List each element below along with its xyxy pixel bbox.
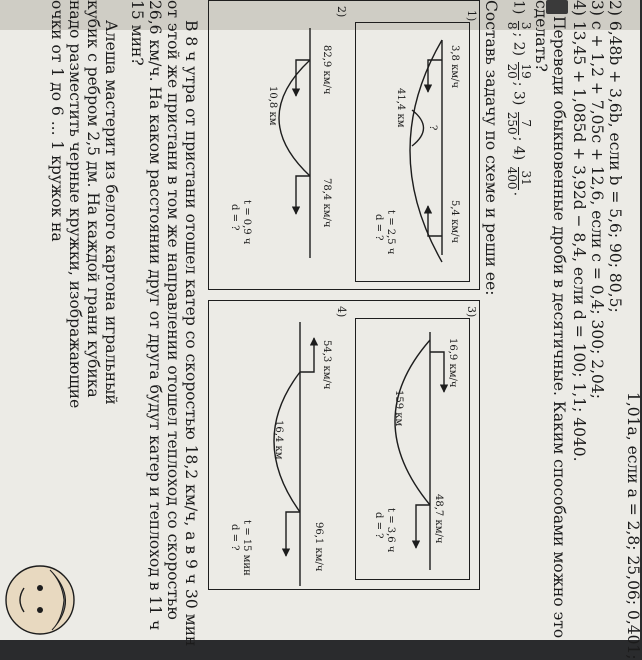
diagram-3-time: t = 3,6 ч (385, 508, 396, 553)
fraction-1-num: 3 (519, 21, 533, 30)
diagram-3-distance: 159 км (393, 390, 404, 427)
fraction-3-den: 250 (505, 111, 519, 135)
diagram-3-speed-a: 16,9 км/ч (447, 338, 458, 388)
boat-problem-line-1: В 8 ч утра от пристани отошел катер со скоростью 18,2 км/ч, а в 9 ч 30 мин (182, 20, 200, 647)
fraction-label-3: 3) (510, 90, 527, 106)
diagram-4-find: d = ? (229, 524, 240, 551)
boat-problem-line-4: 15 мин? (128, 0, 146, 66)
boat-problem-line-2: от этой же пристани в том же направлении отошел теплоход со скоростью (164, 0, 182, 620)
diagram-2-speed-a: 82,9 км/ч (321, 45, 332, 95)
diagram-2-distance: 10,8 км (267, 86, 278, 126)
convert-task-text-2: сделать? (532, 0, 550, 72)
diagram-1-speed-a: 3,8 км/ч (449, 45, 460, 89)
fraction-4-num: 31 (518, 167, 532, 190)
fraction-2-den: 20 (505, 63, 519, 79)
diagram-1-time: t = 2,5 ч (385, 210, 396, 255)
boat-problem-line-3: 26,6 км/ч. На каком расстоянии друг от друга будут катер и теплоход в 11 ч (146, 0, 164, 631)
expr-line-3: 3) c + 1,2 + 7,05c + 12,6, если c = 0,4; 300; 2,04; (588, 0, 606, 399)
fraction-label-1: 1) (510, 0, 527, 15)
diagram-2-time: t = 0,9 ч (241, 200, 252, 245)
fraction-label-2: 2) (510, 41, 527, 57)
diagram-3-speed-b: 48,7 км/ч (433, 494, 444, 544)
fractions-row: 1) 3 8 ; 2) 19 20 ; 3) 7 250 ; 4) 31 400 . (505, 0, 533, 197)
diagram-1-speed-b: 5,4 км/ч (449, 200, 460, 244)
expr-line-4: 4) 13,45 + 1,085d + 3,92d − 8,4, если d = 100; 1,1; 4040. (570, 0, 588, 462)
cube-problem-line-2: кубик с ребром 2,5 дм. На каждой грани кубика (84, 0, 102, 398)
diagram-4-label: 4) (335, 306, 348, 318)
cube-problem-line-3: надо разместить черные кружки, изображающие (66, 0, 84, 409)
convert-task-text: Переведи обыкновенные дроби в десятичные. Каким способами можно это (550, 16, 568, 639)
diagram-2-label: 2) (335, 6, 348, 18)
expr-line-2: 2) 6,48b + 3,6b, если b = 5,6; 90; 80,5; (606, 0, 624, 313)
diagram-2-speed-b: 78,4 км/ч (321, 178, 332, 228)
diagram-4-speed-a: 54,3 км/ч (321, 340, 332, 390)
diagram-2-find: d = ? (229, 204, 240, 231)
fraction-label-4: 4) (510, 145, 527, 161)
cube-problem-line-4: очки от 1 до 6 ... 1 кружок на (48, 0, 66, 242)
diagram-1-question: ? (427, 125, 438, 131)
fraction-2-num: 19 (519, 63, 533, 79)
compose-task-text: Составь задачу по схеме и реши ее: (482, 0, 500, 296)
diagram-4-time: t = 15 мин (241, 520, 252, 576)
diagram-4-speed-b: 96,1 км/ч (313, 522, 324, 572)
diagram-3-find: d = ? (373, 512, 384, 539)
diagram-1-find: d = ? (373, 214, 384, 241)
diagram-1-distance: 41,4 км (395, 88, 406, 128)
cube-problem-line-1: Алеша мастерит из белого картона игральный (102, 20, 120, 405)
fraction-3-num: 7 (518, 112, 532, 135)
fraction-1-den: 8 (505, 21, 519, 30)
diagram-1-label: 1) (465, 10, 478, 22)
diagram-4-distance: 16,4 км (273, 420, 284, 460)
diagram-3-label: 3) (465, 306, 478, 318)
partial-line: 1,01a, если a = 2,8; 25,06; 0,401; (624, 392, 642, 660)
fraction-4-den: 400 (505, 166, 519, 190)
